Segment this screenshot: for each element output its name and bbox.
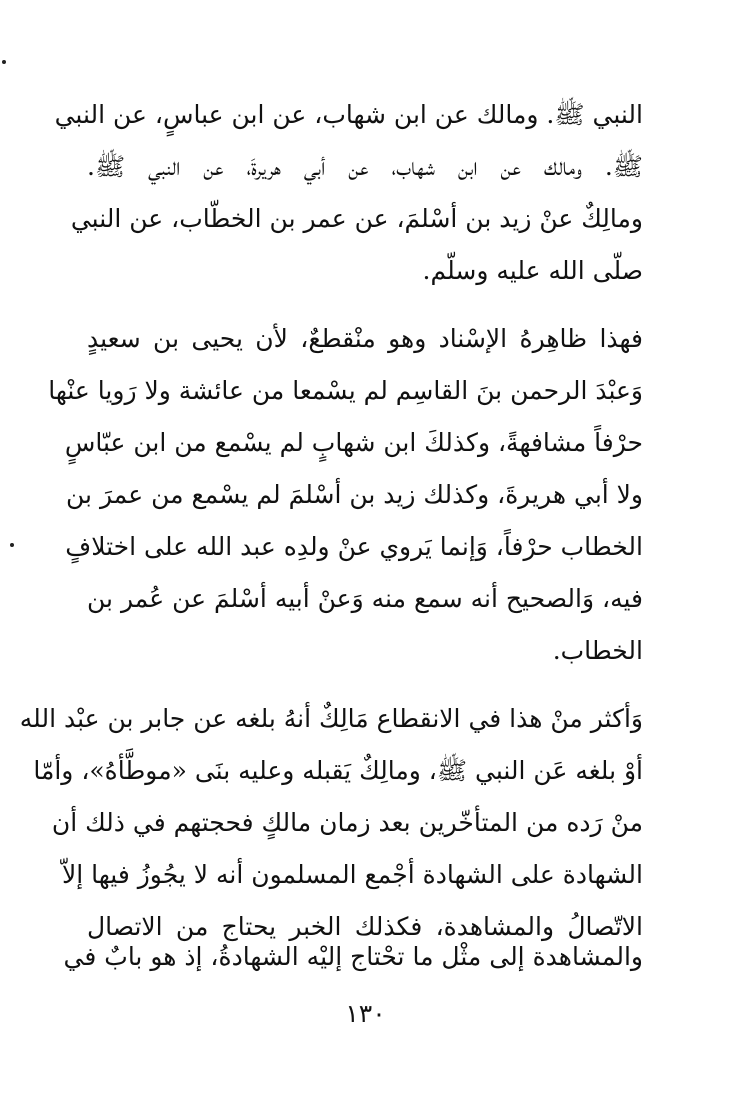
text-line: الخطاب حرْفاً، وَإنما يَروي عنْ ولدِه عبد الله على اختلافٍ xyxy=(65,532,643,561)
text-line: ومالِكٌ عنْ زيد بن أسْلمَ، عن عمر بن الخطّاب، عن النبي xyxy=(70,204,643,233)
text-line: فهذا ظاهِرهُ الإسْناد وهو منْقطعٌ، لأن يحيى بن سعيدٍ xyxy=(87,324,643,353)
text-line: الخطاب. xyxy=(552,636,643,665)
text-line: الاتّصالُ والمشاهدة، فكذلك الخبر يحتاج من الاتصال xyxy=(87,912,643,941)
margin-mark xyxy=(10,543,14,547)
text-line: فيه، وَالصحيح أنه سمع منه وَعنْ أبيه أسْلمَ عن عُمر بن xyxy=(87,584,643,613)
text-line: والمشاهدة إلى مثْل ما تحْتاج إليْه الشهادةُ، إذ هو بابٌ في xyxy=(63,942,643,971)
text-line: أوْ بلغه عَن النبي ﷺ، ومالِكٌ يَقبله وعليه بنَى «موطَّأهُ»، وأمّا xyxy=(33,756,643,785)
text-line: صلّى الله عليه وسلّم. xyxy=(422,256,643,285)
margin-mark xyxy=(2,60,6,64)
text-line: ﷺ. ومالك عن ابن شهاب، عن أبي هريرةَ، عن النبي ﷺ. xyxy=(87,152,643,181)
text-line: وَأكثر منْ هذا في الانقطاع مَالِكٌ أنهُ بلغه عن جابر بن عبْد الله xyxy=(19,704,643,733)
text-line: منْ رَده من المتأخّرين بعد زمان مالكٍ فحجتهم في ذلك أن xyxy=(51,808,643,837)
text-line: حرْفاً مشافهةً، وكذلكَ ابن شهابٍ لم يسْمع من ابن عبّاسٍ xyxy=(64,428,643,457)
page-number: ١٣٠ xyxy=(345,999,386,1028)
text-line: النبي ﷺ. ومالك عن ابن شهاب، عن ابن عباسٍ، عن النبي xyxy=(54,100,643,129)
text-line: الشهادة على الشهادة أجْمع المسلمون أنه لا يجُوزُ فيها إلاّ xyxy=(62,860,643,889)
text-line: وَعبْدَ الرحمن بنَ القاسِم لم يسْمعا من عائشة ولا رَويا عنْها xyxy=(48,376,643,405)
text-line: ولا أبي هريرةَ، وكذلك زيد بن أسْلمَ لم يسْمع من عمرَ بن xyxy=(66,480,643,509)
